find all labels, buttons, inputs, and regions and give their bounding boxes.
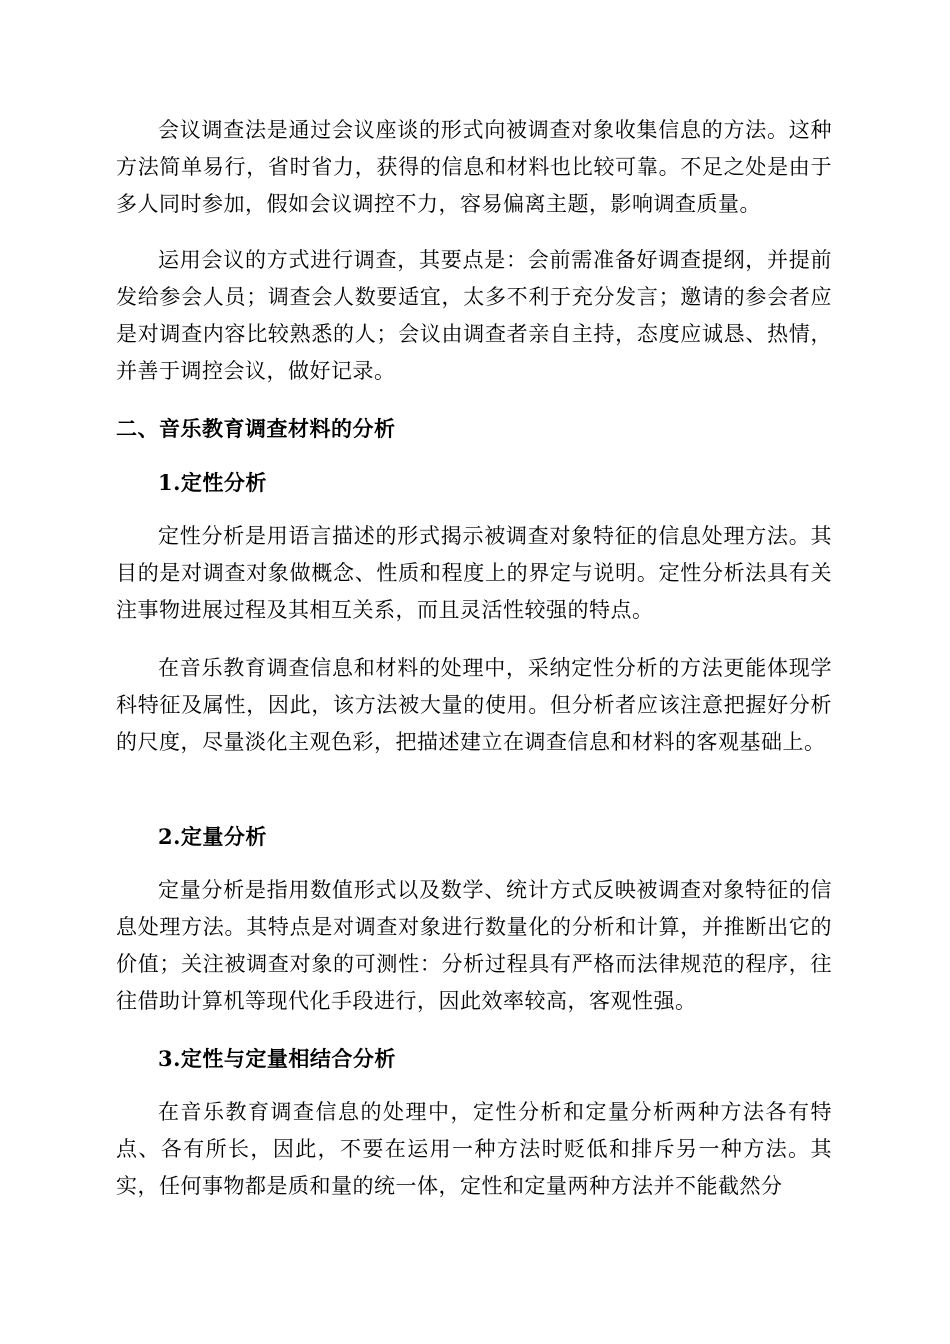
paragraph-meeting-survey-key-points: 运用会议的方式进行调查，其要点是：会前需准备好调查提纲，并提前发给参会人员；调查会人数要适宜，太多不利于充分发言；邀请的参会者应是对调查内容比较熟悉的人；会议由调查者亲自主持，态度应诚恳、热情，并善于调控会议，做好记录。 <box>116 248 832 383</box>
subsection-title-quantitative: 2.定量分析 <box>158 824 267 849</box>
paragraph-quantitative-definition: 定量分析是指用数值形式以及数学、统计方式反映被调查对象特征的信息处理方法。其特点是对调查对象进行数量化的分析和计算，并推断出它的价值；关注被调查对象的可测性：分析过程具有严格而法律规范的程序，往往借助计算机等现代化手段进行，因此效率较高，客观性强。 <box>116 878 832 1013</box>
section-heading: 二、音乐教育调查材料的分析 <box>116 417 396 441</box>
paragraph-qualitative-usage: 在音乐教育调查信息和材料的处理中，采纳定性分析的方法更能体现学科特征及属性，因此，该方法被大量的使用。但分析者应该注意把握好分析的尺度，尽量淡化主观色彩，把描述建立在调查信息和材料的客观基础上。 <box>116 656 832 754</box>
paragraph-qualitative-definition: 定性分析是用语言描述的形式揭示被调查对象特征的信息处理方法。其目的是对调查对象做概念、性质和程度上的界定与说明。定性分析法具有关注事物进展过程及其相互关系，而且灵活性较强的特点。 <box>116 524 832 622</box>
paragraph-combined-analysis: 在音乐教育调查信息的处理中，定性分析和定量分析两种方法各有特点、各有所长，因此，不要在运用一种方法时贬低和排斥另一种方法。其实，任何事物都是质和量的统一体，定性和定量两种方法并不能截然分 <box>116 1100 832 1198</box>
subsection-title-qualitative: 1.定性分析 <box>158 470 267 495</box>
paragraph-meeting-survey-method: 会议调查法是通过会议座谈的形式向被调查对象收集信息的方法。这种方法简单易行，省时省力，获得的信息和材料也比较可靠。不足之处是由于多人同时参加，假如会议调控不力，容易偏离主题，影响调查质量。 <box>116 118 832 216</box>
subsection-title-combined: 3.定性与定量相结合分析 <box>158 1046 396 1071</box>
